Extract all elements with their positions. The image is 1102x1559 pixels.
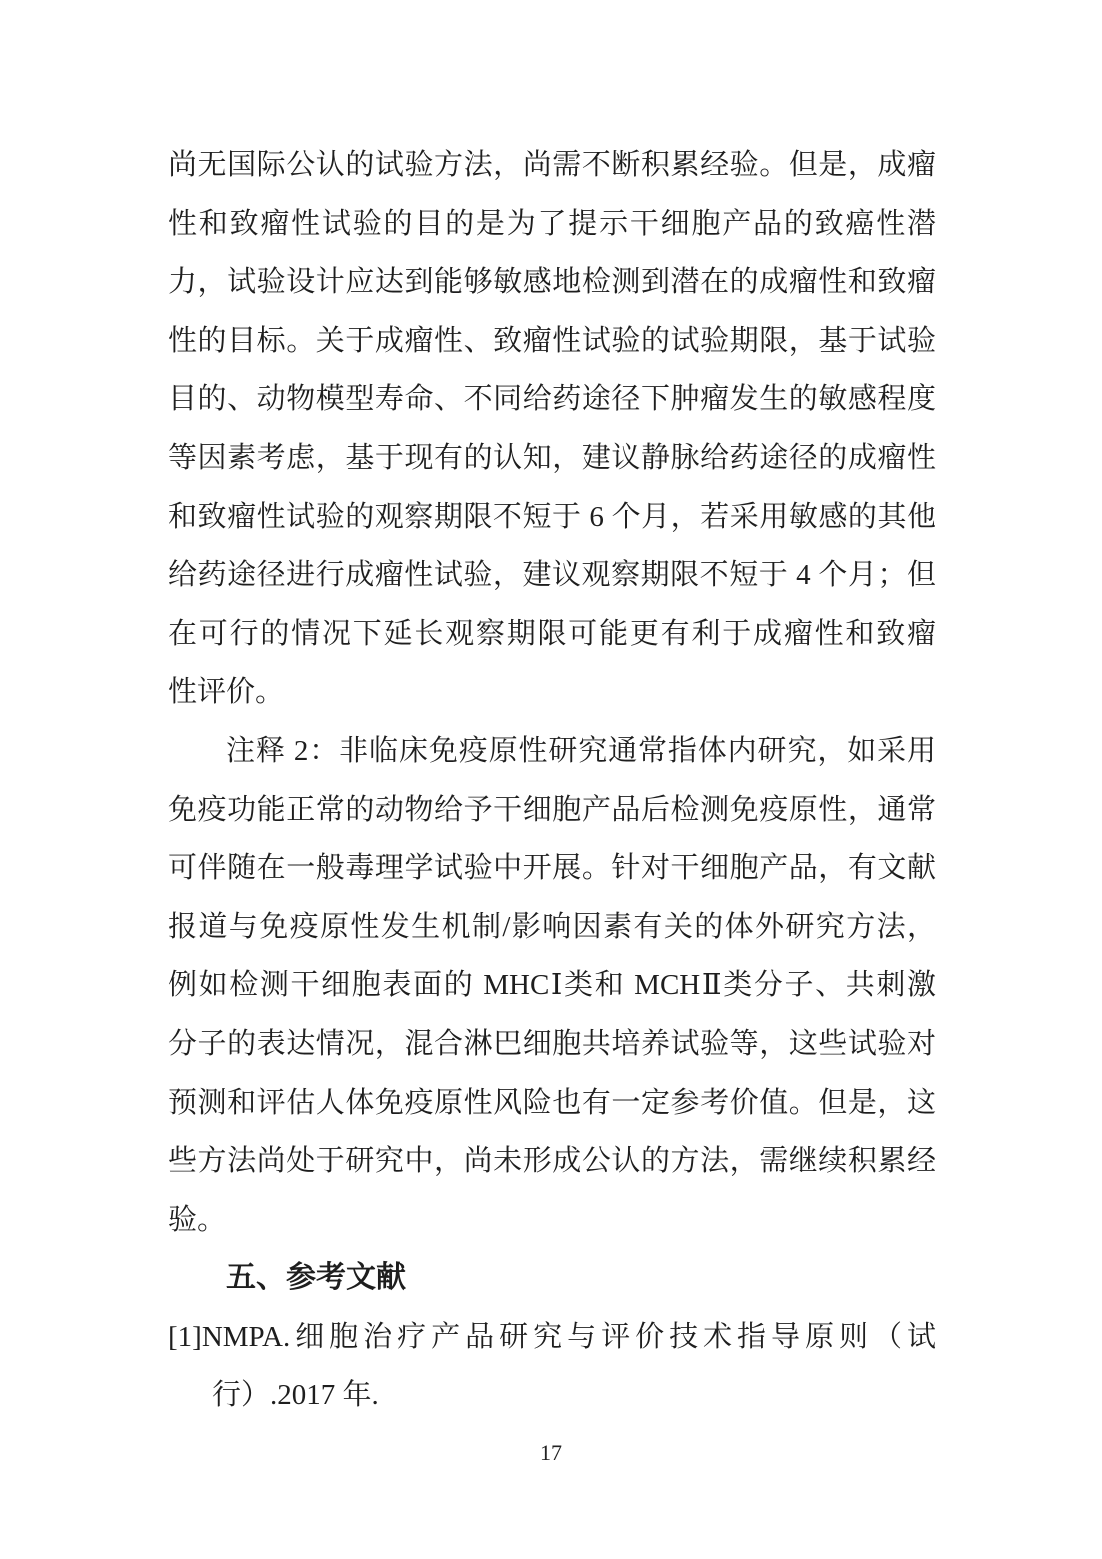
text-line: 注释 2：非临床免疫原性研究通常指体内研究，如采用 bbox=[226, 734, 936, 767]
text-line: 和致瘤性试验的观察期限不短于 6 个月，若采用敏感的其他 bbox=[168, 500, 936, 533]
text-line: 免疫功能正常的动物给予干细胞产品后检测免疫原性，通常 bbox=[168, 793, 936, 826]
text-line: 分子的表达情况，混合淋巴细胞共培养试验等，这些试验对 bbox=[168, 1027, 936, 1060]
text-line: 例如检测干细胞表面的 MHCⅠ类和 MCHⅡ类分子、共刺激 bbox=[168, 969, 936, 1002]
text-line: 性的目标。关于成瘤性、致瘤性试验的试验期限，基于试验 bbox=[168, 324, 936, 357]
text-line: 等因素考虑，基于现有的认知，建议静脉给药途径的成瘤性 bbox=[168, 441, 936, 474]
text-line: 预测和评估人体免疫原性风险也有一定参考价值。但是，这 bbox=[168, 1086, 936, 1119]
text-line: 报道与免疫原性发生机制/影响因素有关的体外研究方法， bbox=[168, 910, 936, 943]
text-line: 目的、动物模型寿命、不同给药途径下肿瘤发生的敏感程度 bbox=[168, 383, 936, 416]
text-line: 行）.2017 年. bbox=[212, 1379, 379, 1412]
page-number: 17 bbox=[540, 1440, 562, 1465]
text-line: 在可行的情况下延长观察期限可能更有利于成瘤性和致瘤 bbox=[168, 617, 936, 650]
text-line: 尚无国际公认的试验方法，尚需不断积累经验。但是，成瘤 bbox=[168, 149, 936, 181]
text-line: 验。 bbox=[168, 1203, 227, 1236]
text-line: 五、参考文献 bbox=[226, 1261, 406, 1295]
text-line: 力，试验设计应达到能够敏感地检测到潜在的成瘤性和致瘤 bbox=[168, 266, 936, 299]
text-column bbox=[168, 136, 936, 1425]
text-line: 性评价。 bbox=[168, 676, 285, 709]
text-line: 性和致瘤性试验的目的是为了提示干细胞产品的致癌性潜 bbox=[168, 207, 936, 240]
text-line: 给药途径进行成瘤性试验，建议观察期限不短于 4 个月；但 bbox=[168, 559, 936, 592]
text-line: 些方法尚处于研究中，尚未形成公认的方法，需继续积累经 bbox=[168, 1145, 936, 1178]
text-line: 可伴随在一般毒理学试验中开展。针对干细胞产品，有文献 bbox=[168, 852, 936, 885]
text-line: [1]NMPA.细胞治疗产品研究与评价技术指导原则（试 bbox=[168, 1320, 936, 1353]
